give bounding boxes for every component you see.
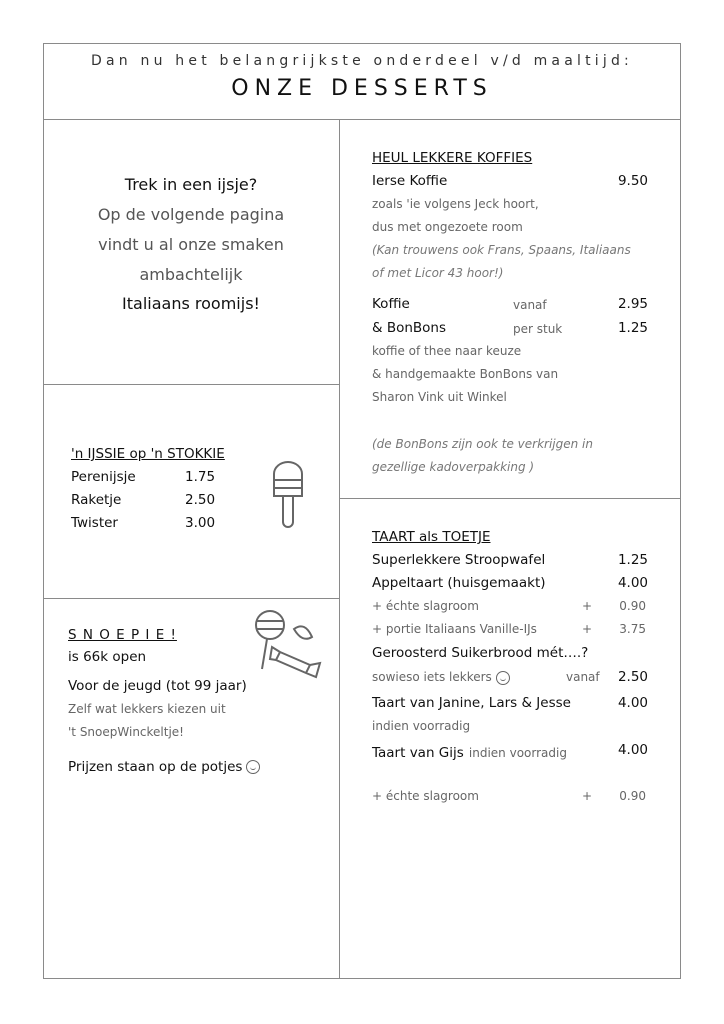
vanille-extra: + portie Italiaans Vanille-IJs <box>372 622 537 636</box>
stokkie-item-name: Raketje <box>71 492 122 508</box>
header-subtitle: Dan nu het belangrijkste onderdeel v/d maaltijd: <box>91 53 633 69</box>
bonbons-name: & BonBons <box>372 320 447 336</box>
intro-line: ambachtelijk <box>139 265 243 284</box>
intro-line: Op de volgende pagina <box>97 205 285 224</box>
stroopwafel-name: Superlekkere Stroopwafel <box>372 552 546 568</box>
header-divider <box>43 119 681 120</box>
stokkie-title: 'n IJSSIE op 'n STOKKIE <box>71 446 225 462</box>
intro-line: Italiaans roomijs! <box>122 294 260 313</box>
ierse-note: (Kan trouwens ook Frans, Spaans, Italiaans <box>372 243 631 257</box>
suikerbrood-desc-text: sowieso iets lekkers <box>372 670 492 684</box>
border-top <box>43 43 681 44</box>
suikerbrood-qualifier: vanaf <box>566 670 600 684</box>
janine-taart-name: Taart van Janine, Lars & Jesse <box>372 695 571 711</box>
slagroom-price: 0.90 <box>619 599 646 613</box>
prices-note: Prijzen staan op de potjes <box>68 759 243 775</box>
slagroom-extra: + échte slagroom <box>372 789 479 803</box>
bonbons-note: (de BonBons zijn ook te verkrijgen in <box>372 437 593 451</box>
appeltaart-price: 4.00 <box>617 575 648 591</box>
snoepie-subtitle: is 66k open <box>68 649 147 665</box>
ierse-koffie-price: 9.50 <box>617 173 648 189</box>
snoepie-line: 't SnoepWinckeltje! <box>68 725 184 739</box>
koffie-name: Koffie <box>372 296 410 312</box>
intro-line: Trek in een ijsje? <box>124 175 258 194</box>
koffie-qualifier: vanaf <box>513 298 547 312</box>
intro-line: vindt u al onze smaken <box>98 235 284 254</box>
suikerbrood-name: Geroosterd Suikerbrood mét….? <box>372 645 589 661</box>
suikerbrood-desc <box>372 670 510 685</box>
right-divider <box>339 498 681 499</box>
stokkie-item-price: 2.50 <box>185 492 216 508</box>
candy-icon <box>250 607 325 682</box>
stokkie-item-price: 3.00 <box>185 515 216 531</box>
koffies-title: HEUL LEKKERE KOFFIES <box>372 150 533 166</box>
vanille-plus: + <box>582 622 593 636</box>
gijs-taart-name: Taart van Gijs <box>372 745 464 761</box>
slagroom-price: 0.90 <box>619 789 646 803</box>
bonbons-qualifier: per stuk <box>513 322 563 336</box>
bonbons-price: 1.25 <box>617 320 648 336</box>
smiley-icon <box>496 671 510 685</box>
vanille-price: 3.75 <box>619 622 646 636</box>
border-bottom <box>43 978 681 979</box>
bonbons-desc: koffie of thee naar keuze <box>372 344 522 358</box>
snoepie-line <box>68 759 260 775</box>
border-right <box>680 43 681 979</box>
gijs-taart-desc: indien voorradig <box>468 746 567 760</box>
ierse-desc: zoals 'ie volgens Jeck hoort, <box>372 197 539 211</box>
snoepie-line: Zelf wat lekkers kiezen uit <box>68 702 226 716</box>
ierse-koffie-name: Ierse Koffie <box>372 173 448 189</box>
column-divider <box>339 119 340 979</box>
page-title: ONZE DESSERTS <box>231 76 493 101</box>
ierse-note: of met Licor 43 hoor!) <box>372 266 504 280</box>
janine-taart-desc: indien voorradig <box>372 719 471 733</box>
bonbons-desc: & handgemaakte BonBons van <box>372 367 559 381</box>
snoepie-line: Voor de jeugd (tot 99 jaar) <box>68 678 247 694</box>
slagroom-plus: + <box>582 599 593 613</box>
stokkie-item-name: Twister <box>71 515 118 531</box>
stroopwafel-price: 1.25 <box>617 552 648 568</box>
suikerbrood-price: 2.50 <box>617 669 648 685</box>
gijs-taart-price: 4.00 <box>617 742 648 758</box>
slagroom-extra: + échte slagroom <box>372 599 479 613</box>
taart-title: TAART als TOETJE <box>372 529 491 545</box>
bonbons-desc: Sharon Vink uit Winkel <box>372 390 507 404</box>
janine-taart-price: 4.00 <box>617 695 648 711</box>
bonbons-note: gezellige kadoverpakking ) <box>372 460 535 474</box>
snoepie-title: S N O E P I E ! <box>68 627 177 643</box>
stokkie-item-price: 1.75 <box>185 469 216 485</box>
gijs-taart <box>372 742 567 761</box>
ierse-desc: dus met ongezoete room <box>372 220 523 234</box>
appeltaart-name: Appeltaart (huisgemaakt) <box>372 575 546 591</box>
koffie-price: 2.95 <box>617 296 648 312</box>
popsicle-icon <box>270 460 306 540</box>
smiley-icon <box>246 760 260 774</box>
stokkie-item-name: Perenijsje <box>71 469 136 485</box>
left-divider-1 <box>43 384 339 385</box>
left-divider-2 <box>43 598 339 599</box>
slagroom-plus: + <box>582 789 593 803</box>
